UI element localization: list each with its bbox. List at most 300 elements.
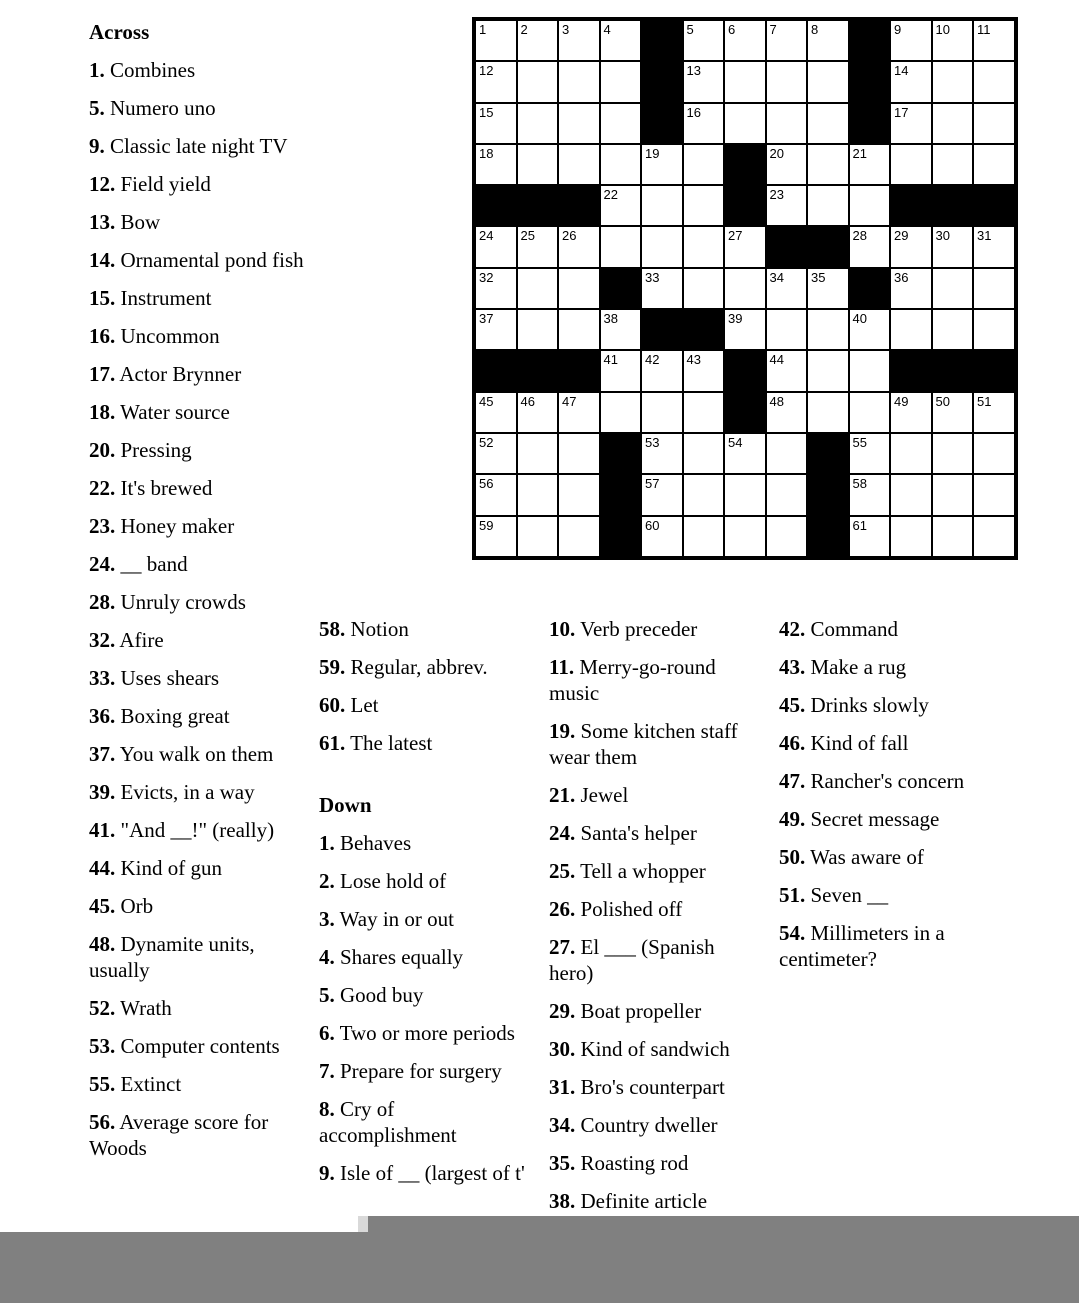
grid-cell[interactable] [973, 516, 1015, 557]
grid-cell[interactable] [766, 474, 808, 515]
clue-number: 50. [779, 845, 806, 869]
cell-number: 51 [977, 393, 992, 409]
black-square [683, 309, 725, 350]
clue-number: 59. [319, 655, 346, 679]
grid-cell[interactable] [558, 20, 600, 61]
grid-cell[interactable] [558, 268, 600, 309]
grid-cell[interactable] [683, 268, 725, 309]
cell-number: 44 [769, 352, 784, 368]
grid-cell[interactable] [724, 433, 766, 474]
black-square [849, 61, 891, 102]
clue-number: 60. [319, 693, 346, 717]
grid-cell[interactable] [683, 61, 725, 102]
grid-cell[interactable] [849, 185, 891, 226]
grid-cell[interactable] [932, 433, 974, 474]
clue-text: Verb preceder [580, 617, 698, 641]
clue-number: 29. [549, 999, 576, 1023]
grid-cell[interactable] [932, 61, 974, 102]
clue-number: 18. [89, 400, 116, 424]
grid-cell[interactable] [558, 392, 600, 433]
clue-text: Evicts, in a way [120, 780, 255, 804]
clue-text: Uses shears [120, 666, 220, 690]
cell-number: 60 [645, 517, 660, 533]
black-square [600, 516, 642, 557]
grid-cell[interactable] [641, 185, 683, 226]
grid-cell[interactable] [641, 392, 683, 433]
cell-number: 61 [852, 517, 867, 533]
down-clue [549, 1036, 764, 1062]
grid-cell[interactable] [932, 516, 974, 557]
grid-cell[interactable] [517, 392, 559, 433]
grid-cell[interactable] [475, 309, 517, 350]
grid-cell[interactable] [766, 516, 808, 557]
grid-cell[interactable] [890, 144, 932, 185]
clue-number: 26. [549, 897, 576, 921]
grid-cell[interactable] [641, 474, 683, 515]
grid-cell[interactable] [849, 392, 891, 433]
grid-cell[interactable] [558, 61, 600, 102]
clue-text: __ band [120, 552, 188, 576]
clue-number: 37. [89, 742, 116, 766]
cell-number: 45 [479, 393, 494, 409]
grid-cell[interactable] [973, 433, 1015, 474]
black-square [517, 185, 559, 226]
grid-cell[interactable] [683, 20, 725, 61]
grid-cell[interactable] [600, 350, 642, 391]
grid-cell[interactable] [849, 309, 891, 350]
clue-text: Way in or out [339, 907, 454, 931]
across-clue [89, 361, 304, 387]
grid-cell[interactable] [641, 268, 683, 309]
black-square [849, 268, 891, 309]
grid-cell[interactable] [641, 516, 683, 557]
grid-cell[interactable] [890, 474, 932, 515]
cell-number: 40 [852, 311, 867, 327]
grid-cell[interactable] [558, 516, 600, 557]
cell-number: 4 [603, 22, 611, 37]
clue-text: Actor Brynner [119, 362, 242, 386]
cell-number: 37 [479, 311, 494, 327]
clue-number: 52. [89, 996, 116, 1020]
clue-number: 47. [779, 769, 806, 793]
cell-number: 38 [603, 311, 618, 327]
clue-text: Polished off [580, 897, 683, 921]
down-clue [549, 858, 764, 884]
clue-text: Was aware of [810, 845, 924, 869]
down-clue [549, 1150, 764, 1176]
clue-text: Definite article [580, 1189, 708, 1213]
grid-cell[interactable] [683, 350, 725, 391]
cell-number: 41 [603, 352, 618, 368]
clue-number: 5. [89, 96, 105, 120]
clue-text: Instrument [120, 286, 212, 310]
across-clue [89, 931, 304, 983]
grid-cell[interactable] [558, 144, 600, 185]
grid-cell[interactable] [724, 226, 766, 267]
grid-cell[interactable] [683, 516, 725, 557]
down-clue [779, 882, 994, 908]
across-clue [89, 665, 304, 691]
grid-cell[interactable] [766, 309, 808, 350]
spacer [319, 768, 534, 792]
grid-cell[interactable] [766, 433, 808, 474]
grid-cell[interactable] [766, 103, 808, 144]
grid-cell[interactable] [807, 20, 849, 61]
cell-number: 9 [894, 22, 902, 37]
grid-cell[interactable] [932, 392, 974, 433]
across-clue [89, 817, 304, 843]
grid-cell[interactable] [766, 392, 808, 433]
grid-cell[interactable] [641, 350, 683, 391]
clue-text: Water source [120, 400, 230, 424]
clue-text: Orb [120, 894, 154, 918]
grid-cell[interactable] [558, 433, 600, 474]
grid-cell[interactable] [475, 103, 517, 144]
cell-number: 7 [769, 22, 777, 37]
grid-cell[interactable] [683, 433, 725, 474]
cell-number: 28 [852, 228, 867, 244]
clue-number: 22. [89, 476, 116, 500]
cell-number: 39 [728, 311, 743, 327]
cell-number: 13 [686, 63, 701, 79]
black-square [641, 103, 683, 144]
cell-number: 5 [686, 22, 694, 37]
cell-number: 55 [852, 434, 867, 450]
black-square [517, 350, 559, 391]
clue-text: You walk on them [119, 742, 274, 766]
across-clue [89, 627, 304, 653]
across-clue [89, 285, 304, 311]
clue-text: Tell a whopper [580, 859, 706, 883]
clue-number: 44. [89, 856, 116, 880]
grid-cell[interactable] [600, 103, 642, 144]
grid-cell[interactable] [683, 474, 725, 515]
grid-cell[interactable] [475, 226, 517, 267]
clue-number: 23. [89, 514, 116, 538]
grid-cell[interactable] [517, 20, 559, 61]
clue-number: 20. [89, 438, 116, 462]
grid-cell[interactable] [600, 185, 642, 226]
cell-number: 23 [769, 187, 784, 203]
black-square [475, 350, 517, 391]
across-clue [89, 741, 304, 767]
grid-cell[interactable] [724, 103, 766, 144]
cell-number: 25 [520, 228, 535, 244]
grid-cell[interactable] [890, 433, 932, 474]
clue-text: It's brewed [120, 476, 213, 500]
grid-cell[interactable] [932, 144, 974, 185]
grid-cell[interactable] [641, 226, 683, 267]
cell-number: 35 [811, 269, 826, 285]
clue-text: Roasting rod [580, 1151, 689, 1175]
clue-number: 24. [549, 821, 576, 845]
black-square [600, 474, 642, 515]
grid-cell[interactable] [973, 392, 1015, 433]
grid-cell[interactable] [807, 61, 849, 102]
grid-cell[interactable] [807, 350, 849, 391]
black-square [973, 185, 1015, 226]
across-clue [89, 513, 304, 539]
cell-number: 54 [728, 434, 743, 450]
cell-number: 18 [479, 145, 494, 161]
across-clue [89, 855, 304, 881]
grid-cell[interactable] [517, 61, 559, 102]
cell-number: 17 [894, 104, 909, 120]
clue-number: 8. [319, 1097, 335, 1121]
grid-cell[interactable] [683, 144, 725, 185]
grid-cell[interactable] [932, 20, 974, 61]
grid-cell[interactable] [890, 61, 932, 102]
clue-number: 51. [779, 883, 806, 907]
grid-cell[interactable] [890, 392, 932, 433]
clue-text: Kind of fall [810, 731, 909, 755]
clue-number: 27. [549, 935, 576, 959]
grid-cell[interactable] [475, 61, 517, 102]
clue-text: Millimeters in a centimeter? [779, 921, 945, 971]
clue-number: 5. [319, 983, 335, 1007]
down-clue [549, 934, 764, 986]
grid-cell[interactable] [475, 433, 517, 474]
down-clue [779, 692, 994, 718]
grid-cell[interactable] [973, 103, 1015, 144]
clue-text: Lose hold of [340, 869, 447, 893]
down-clue [549, 1112, 764, 1138]
clue-text: Rancher's concern [810, 769, 965, 793]
grid-cell[interactable] [517, 103, 559, 144]
crossword-grid [472, 17, 1018, 560]
black-square [766, 226, 808, 267]
clue-number: 15. [89, 286, 116, 310]
down-clue [319, 944, 534, 970]
across-clue [89, 589, 304, 615]
clue-text: Santa's helper [580, 821, 697, 845]
grid-cell[interactable] [807, 103, 849, 144]
clue-number: 56. [89, 1110, 116, 1134]
grid-cell[interactable] [724, 61, 766, 102]
grid-cell[interactable] [932, 309, 974, 350]
across-clue [89, 1109, 304, 1161]
down-clue [319, 830, 534, 856]
clue-text: Classic late night TV [110, 134, 288, 158]
clue-text: Some kitchen staff wear them [549, 719, 738, 769]
cell-number: 22 [603, 187, 618, 203]
cell-number: 56 [479, 476, 494, 492]
black-square [932, 185, 974, 226]
clue-text: Two or more periods [339, 1021, 515, 1045]
grid-cell[interactable] [766, 144, 808, 185]
grid-cell[interactable] [973, 61, 1015, 102]
clue-number: 21. [549, 783, 576, 807]
grid-cell[interactable] [973, 309, 1015, 350]
grid-cell[interactable] [973, 474, 1015, 515]
black-square [807, 516, 849, 557]
grid-cell[interactable] [475, 20, 517, 61]
grid-cell[interactable] [973, 226, 1015, 267]
black-square [807, 226, 849, 267]
grid-cell[interactable] [807, 392, 849, 433]
grid-cell[interactable] [683, 103, 725, 144]
down-clue [779, 654, 994, 680]
clue-number: 43. [779, 655, 806, 679]
grid-cell[interactable] [807, 185, 849, 226]
grid-cell[interactable] [641, 433, 683, 474]
clue-text: Regular, abbrev. [350, 655, 488, 679]
grid-cell[interactable] [849, 350, 891, 391]
clue-number: 17. [89, 362, 116, 386]
clue-text: Cry of accomplishment [319, 1097, 457, 1147]
black-square [558, 350, 600, 391]
clue-number: 54. [779, 921, 806, 945]
clue-number: 33. [89, 666, 116, 690]
grid-cell[interactable] [475, 144, 517, 185]
black-square [641, 309, 683, 350]
black-square [600, 433, 642, 474]
clue-column-3 [549, 616, 764, 1226]
grid-cell[interactable] [600, 144, 642, 185]
clue-number: 34. [549, 1113, 576, 1137]
grid-cell[interactable] [683, 226, 725, 267]
grid-cell[interactable] [600, 226, 642, 267]
grid-cell[interactable] [517, 144, 559, 185]
grid-cell[interactable] [724, 20, 766, 61]
cell-number: 15 [479, 104, 494, 120]
across-clue [89, 1071, 304, 1097]
grid-cell[interactable] [558, 309, 600, 350]
grid-cell[interactable] [517, 474, 559, 515]
grid-cell[interactable] [600, 392, 642, 433]
grid-cell[interactable] [849, 474, 891, 515]
grid-cell[interactable] [766, 20, 808, 61]
clue-text: Make a rug [810, 655, 907, 679]
grid-cell[interactable] [766, 268, 808, 309]
clue-text: Boat propeller [580, 999, 702, 1023]
cell-number: 34 [769, 269, 784, 285]
cell-number: 3 [562, 22, 570, 37]
clue-number: 49. [779, 807, 806, 831]
grid-cell[interactable] [973, 268, 1015, 309]
grid-cell[interactable] [807, 268, 849, 309]
grid-cell[interactable] [932, 474, 974, 515]
grid-cell[interactable] [849, 144, 891, 185]
down-clue [549, 616, 764, 642]
cell-number: 1 [479, 22, 487, 37]
cell-number: 2 [520, 22, 528, 37]
cell-number: 58 [852, 476, 867, 492]
grid-cell[interactable] [475, 268, 517, 309]
across-clue [89, 779, 304, 805]
grid-cell[interactable] [890, 309, 932, 350]
across-clue [319, 616, 534, 642]
grid-cell[interactable] [600, 61, 642, 102]
clue-number: 9. [89, 134, 105, 158]
clue-number: 9. [319, 1161, 335, 1185]
clue-text: Command [810, 617, 898, 641]
grid-cell[interactable] [558, 226, 600, 267]
grid-cell[interactable] [475, 392, 517, 433]
grid-cell[interactable] [890, 103, 932, 144]
clue-text: Numero uno [110, 96, 216, 120]
grid-cell[interactable] [932, 103, 974, 144]
clue-number: 58. [319, 617, 346, 641]
grid-cell[interactable] [641, 144, 683, 185]
grid-cell[interactable] [932, 268, 974, 309]
down-clue [779, 768, 994, 794]
grid-cell[interactable] [683, 392, 725, 433]
across-heading: Across [89, 20, 150, 44]
grid-cell[interactable] [849, 516, 891, 557]
down-clue [549, 820, 764, 846]
grid-cell[interactable] [517, 268, 559, 309]
grid-cell[interactable] [600, 309, 642, 350]
grid-cell[interactable] [724, 309, 766, 350]
across-clue [89, 551, 304, 577]
clue-text: Ornamental pond fish [120, 248, 304, 272]
black-square [724, 392, 766, 433]
black-square [475, 185, 517, 226]
grid-cell[interactable] [600, 20, 642, 61]
grid-cell[interactable] [683, 185, 725, 226]
clue-number: 16. [89, 324, 116, 348]
cell-number: 52 [479, 434, 494, 450]
clue-number: 46. [779, 731, 806, 755]
grid-cell[interactable] [807, 144, 849, 185]
grid-cell[interactable] [475, 516, 517, 557]
across-clue [89, 209, 304, 235]
clue-text: Kind of gun [120, 856, 222, 880]
across-clue [89, 399, 304, 425]
grid-cell[interactable] [890, 226, 932, 267]
grid-cell[interactable] [890, 516, 932, 557]
down-clue [319, 1096, 534, 1148]
down-clue [319, 1160, 534, 1186]
down-clue [549, 1074, 764, 1100]
grid-cell[interactable] [849, 226, 891, 267]
cell-number: 42 [645, 352, 660, 368]
grid-cell[interactable] [724, 268, 766, 309]
grid-cell[interactable] [766, 61, 808, 102]
grid-cell[interactable] [766, 350, 808, 391]
grid-cell[interactable] [517, 309, 559, 350]
cell-number: 53 [645, 434, 660, 450]
cell-number: 31 [977, 228, 992, 244]
cell-number: 43 [686, 352, 701, 368]
grid-cell[interactable] [517, 433, 559, 474]
grid-cell[interactable] [807, 309, 849, 350]
grid-cell[interactable] [890, 20, 932, 61]
grid-cell[interactable] [517, 516, 559, 557]
grid-cell[interactable] [724, 474, 766, 515]
cell-number: 20 [769, 145, 784, 161]
grid-cell[interactable] [558, 474, 600, 515]
grid-cell[interactable] [517, 226, 559, 267]
grid-cell[interactable] [973, 144, 1015, 185]
grid-cell[interactable] [766, 185, 808, 226]
clue-text: El ___ (Spanish hero) [549, 935, 715, 985]
grid-cell[interactable] [558, 103, 600, 144]
grid-cell[interactable] [475, 474, 517, 515]
grid-cell[interactable] [890, 268, 932, 309]
grid-cell[interactable] [849, 433, 891, 474]
black-square [724, 144, 766, 185]
gray-overlay-bottom [0, 1232, 1079, 1303]
black-square [849, 103, 891, 144]
black-square [973, 350, 1015, 391]
gray-overlay-notch [358, 1216, 368, 1232]
grid-cell[interactable] [724, 516, 766, 557]
grid-cell[interactable] [932, 226, 974, 267]
grid-cell[interactable] [973, 20, 1015, 61]
cell-number: 24 [479, 228, 494, 244]
